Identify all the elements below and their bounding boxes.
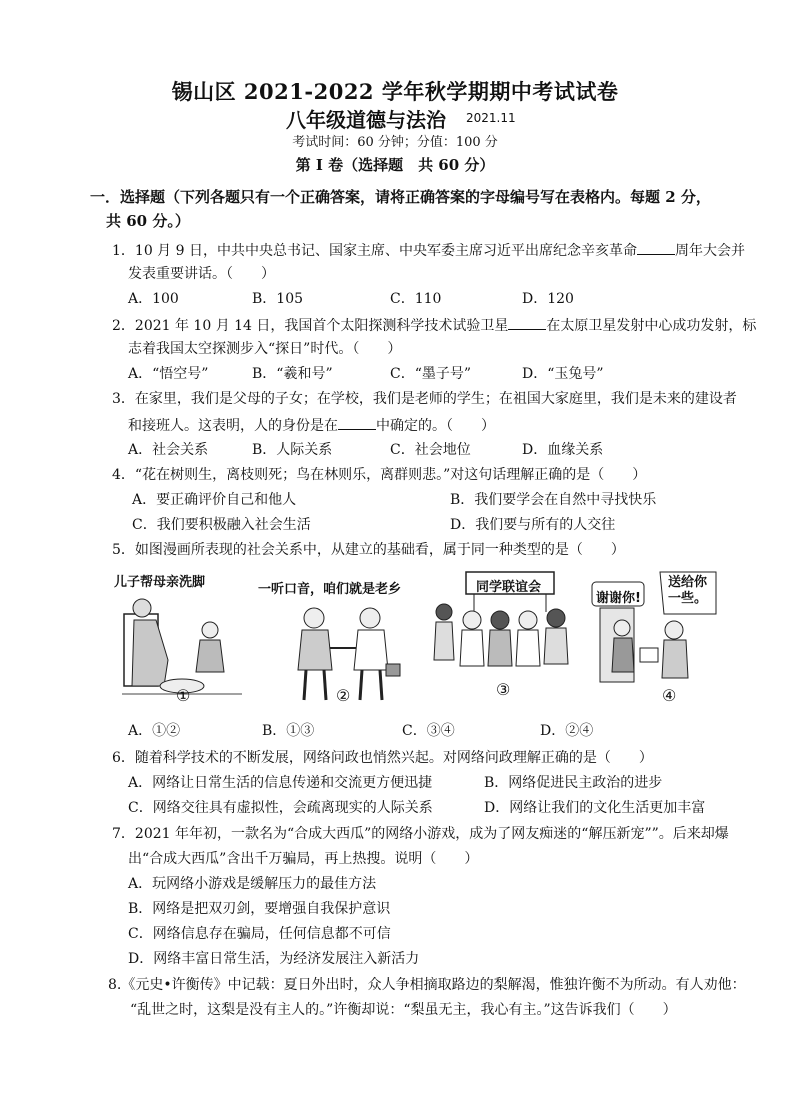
q1-option-b: B．105 <box>252 291 304 307</box>
q1-blank <box>637 240 675 255</box>
question-1-line2: 发表重要讲话。（ ） <box>128 266 275 282</box>
cartoon-4-caption-a: 谢谢你! <box>596 591 641 606</box>
section-heading <box>90 185 744 233</box>
q3-stem-a: 和接班人。这表明，人的身份是在 <box>128 418 338 434</box>
cartoon-4 <box>590 568 720 710</box>
cartoon-1 <box>112 568 258 710</box>
q5-option-d: D．②④ <box>540 723 594 739</box>
q6-option-d: D．网络让我们的文化生活更加丰富 <box>484 800 706 816</box>
q6-option-a: A．网络让日常生活的信息传递和交流更方便迅捷 <box>128 775 433 791</box>
question-4-line1: 4．“花在树则生，离枝则死；鸟在林则乐，离群则悲。”对这句话理解正确的是（ ） <box>112 467 647 483</box>
cartoon-3-caption: 同学联谊会 <box>476 580 542 595</box>
q2-option-c: C．“墨子号” <box>390 366 472 382</box>
question-2-line2: 志着我国太空探测步入“探日”时代。（ ） <box>128 341 402 357</box>
q3-blank <box>338 415 376 430</box>
q1-option-a: A．100 <box>128 291 179 307</box>
question-8-line1: 8.《元史•许衡传》中记载：夏日外出时，众人争相摘取路边的梨解渴，惟独许衡不为所动。有人劝他： <box>108 977 746 993</box>
exam-date: 2021.11 <box>466 111 516 125</box>
q5-option-c: C．③④ <box>402 723 455 739</box>
cartoon-2-number: ② <box>336 686 351 705</box>
q4-option-c: C．我们要积极融入社会生活 <box>132 517 311 533</box>
question-2-line1 <box>112 315 756 335</box>
q2-option-d: D．“玉兔号” <box>522 366 604 382</box>
q7-option-a: A．玩网络小游戏是缓解压力的最佳方法 <box>128 876 377 892</box>
q3-option-c: C．社会地位 <box>390 442 471 458</box>
q2-stem-b: 在太原卫星发射中心成功发射，标 <box>546 318 757 334</box>
volume-heading: 第 I 卷（选择题 共 60 分） <box>295 156 495 174</box>
q3-option-d: D．血缘关系 <box>522 442 604 458</box>
section-heading-line1: 一．选择题（下列各题只有一个正确答案，请将正确答案的字母编号写在表格内。每题 2 分， <box>90 188 711 206</box>
cartoon-1-number: ① <box>176 686 191 705</box>
q4-option-b: B．我们要学会在自然中寻找快乐 <box>450 492 657 508</box>
cartoon-4-caption-b: 送给你一些。 <box>668 575 708 606</box>
question-3-line1: 3．在家里，我们是父母的子女；在学校，我们是老师的学生；在祖国大家庭里，我们是未来的建设者 <box>112 391 737 407</box>
q6-option-c: C．网络交往具有虚拟性，会疏离现实的人际关系 <box>128 800 433 816</box>
question-7-line1: 7．2021 年年初，一款名为“合成大西瓜”的网络小游戏，成为了网友痴迷的“解压新宠””。后来却爆 <box>112 826 729 842</box>
q7-option-c: C．网络信息存在骗局，任何信息都不可信 <box>128 926 391 942</box>
question-1-line1 <box>112 240 745 260</box>
q4-option-d: D．我们要与所有的人交往 <box>450 517 616 533</box>
subject-title: 八年级道德与法治 <box>286 108 446 132</box>
question-3-line2 <box>128 415 495 435</box>
q4-option-a: A．要正确评价自己和他人 <box>132 492 297 508</box>
cartoon-4-number: ④ <box>662 686 677 705</box>
exam-info: 考试时间：60 分钟；分值：100 分 <box>292 135 498 150</box>
q2-option-a: A．“悟空号” <box>128 366 209 382</box>
cartoon-1-caption: 儿子帮母亲洗脚 <box>114 575 206 590</box>
q2-blank <box>508 315 546 330</box>
q1-stem-b: 周年大会并 <box>674 243 745 259</box>
question-5-line1: 5．如图漫画所表现的社会关系中，从建立的基础看，属于同一种类型的是（ ） <box>112 542 625 558</box>
q3-stem-b: 中确定的。（ ） <box>376 418 495 434</box>
q7-option-b: B．网络是把双刃剑，要增强自我保护意识 <box>128 901 391 917</box>
q1-option-d: D．120 <box>522 291 574 307</box>
question-8-line2: “乱世之时，这梨是没有主人的。”许衡却说：“梨虽无主，我心有主。”这告诉我们（ ） <box>130 1002 677 1018</box>
q2-option-b: B．“羲和号” <box>252 366 333 382</box>
section-heading-line2: 共 60 分。） <box>106 212 190 230</box>
cartoon-3 <box>430 568 580 710</box>
q5-option-b: B．①③ <box>262 723 315 739</box>
q3-option-a: A．社会关系 <box>128 442 209 458</box>
question-7-line2: 出“合成大西瓜”含出千万骗局，再上热搜。说明（ ） <box>128 851 479 867</box>
q3-option-b: B．人际关系 <box>252 442 333 458</box>
cartoon-2-caption: 一听口音，咱们就是老乡 <box>258 582 402 597</box>
q5-option-a: A．①② <box>128 723 181 739</box>
q6-option-b: B．网络促进民主政治的进步 <box>484 775 663 791</box>
q2-stem-a: 2．2021 年 10 月 14 日，我国首个太阳探测科学技术试验卫星 <box>112 318 509 334</box>
exam-title: 锡山区 2021-2022 学年秋学期期中考试试卷 <box>171 79 619 104</box>
question-6-line1: 6．随着科学技术的不断发展，网络问政也悄然兴起。对网络问政理解正确的是（ ） <box>112 750 653 766</box>
q1-stem-a: 1．10 月 9 日，中共中央总书记、国家主席、中央军委主席习近平出席纪念辛亥革命 <box>112 243 637 259</box>
cartoon-3-number: ③ <box>496 680 511 699</box>
cartoon-2 <box>258 568 432 710</box>
q7-option-d: D．网络丰富日常生活，为经济发展注入新活力 <box>128 951 420 967</box>
q1-option-c: C．110 <box>390 291 442 307</box>
